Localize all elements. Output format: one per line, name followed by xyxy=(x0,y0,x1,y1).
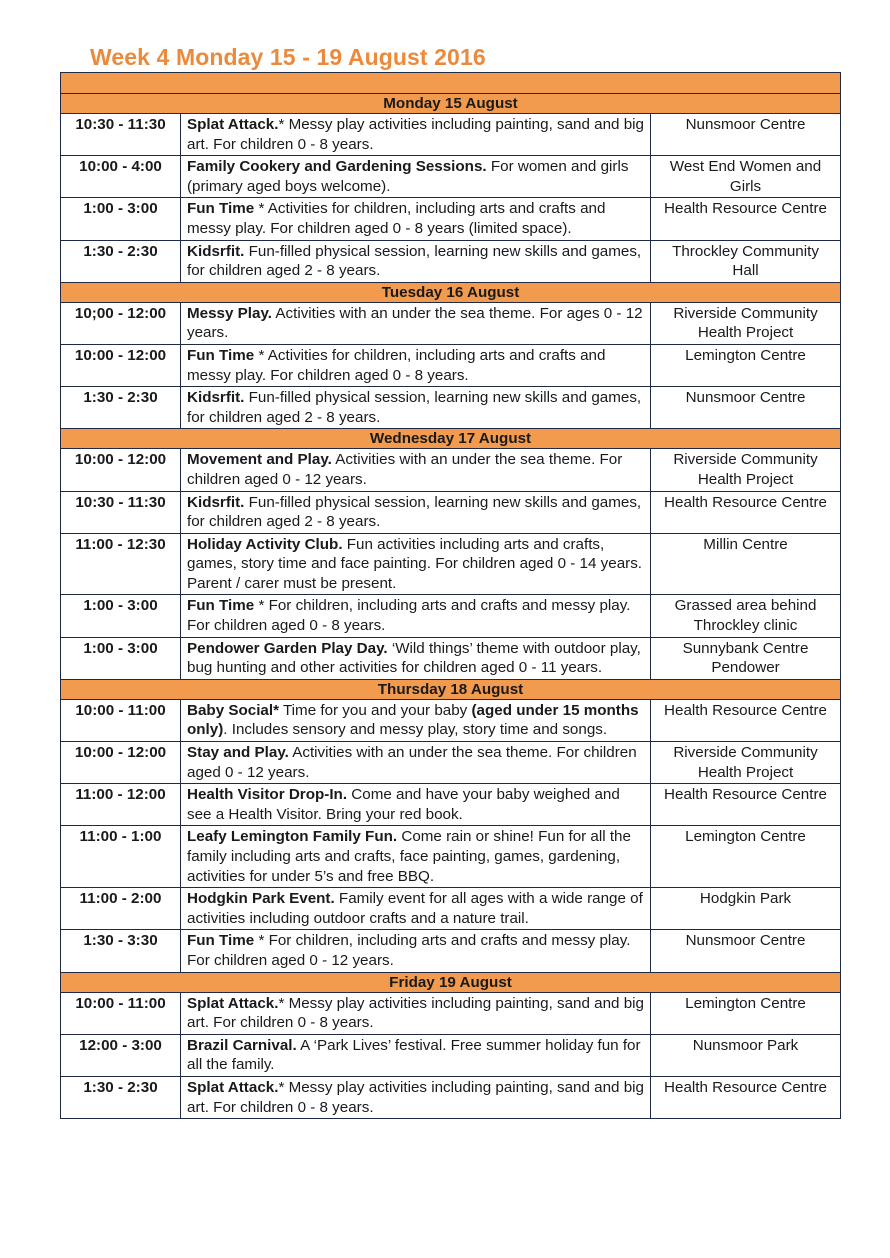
page-title: Week 4 Monday 15 - 19 August 2016 xyxy=(90,44,486,70)
event-venue: Riverside Community Health Project xyxy=(651,742,841,784)
event-name: Messy Play. xyxy=(187,304,272,322)
event-venue: West End Women and Girls xyxy=(651,156,841,198)
event-row xyxy=(61,930,841,972)
event-venue: Nunsmoor Centre xyxy=(651,387,841,429)
event-description xyxy=(181,930,651,972)
event-name: Fun Time xyxy=(187,932,255,950)
event-name: Health Visitor Drop-In. xyxy=(187,786,348,804)
event-description xyxy=(181,449,651,491)
event-venue: Lemington Centre xyxy=(651,344,841,386)
event-row xyxy=(61,888,841,930)
event-name: Splat Attack. xyxy=(187,994,279,1012)
event-venue: Riverside Community Health Project xyxy=(651,449,841,491)
event-description xyxy=(181,114,651,156)
event-time: 1:30 - 2:30 xyxy=(61,240,181,282)
event-venue: Nunsmoor Centre xyxy=(651,114,841,156)
event-name: Holiday Activity Club. xyxy=(187,535,343,553)
event-time: 1:30 - 3:30 xyxy=(61,930,181,972)
event-details: * Messy play activities including painting, sand and big art. For children 0 - 8 years. xyxy=(187,116,644,153)
schedule-table xyxy=(60,72,841,1119)
event-name: Splat Attack. xyxy=(187,116,279,133)
event-time: 10:00 - 12:00 xyxy=(61,449,181,491)
event-description xyxy=(181,888,651,930)
event-row xyxy=(61,533,841,595)
event-row xyxy=(61,387,841,429)
event-name: Movement and Play. xyxy=(187,451,332,469)
event-row xyxy=(61,826,841,888)
event-description xyxy=(181,240,651,282)
event-time: 11:00 - 1:00 xyxy=(61,826,181,888)
event-description xyxy=(181,1076,651,1118)
event-row xyxy=(61,1076,841,1118)
event-description xyxy=(181,992,651,1034)
day-header: Tuesday 16 August xyxy=(61,282,841,302)
event-details: Time for you and your baby xyxy=(279,701,472,719)
event-name: Brazil Carnival. xyxy=(187,1036,297,1054)
event-venue: Health Resource Centre xyxy=(651,1076,841,1118)
event-description xyxy=(181,742,651,784)
event-venue: Lemington Centre xyxy=(651,992,841,1034)
event-time: 10:00 - 11:00 xyxy=(61,699,181,741)
event-row xyxy=(61,198,841,240)
event-details: * Activities for children, including arts and crafts and messy play. For children aged 0 - 8 years (limited space). xyxy=(187,200,606,237)
event-venue: Health Resource Centre xyxy=(651,699,841,741)
event-name: Kidsrfit. xyxy=(187,242,245,260)
event-row xyxy=(61,302,841,344)
event-name: Stay and Play. xyxy=(187,744,289,762)
event-time: 10:00 - 11:00 xyxy=(61,992,181,1034)
event-row xyxy=(61,344,841,386)
event-venue: Grassed area behind Throckley clinic xyxy=(651,595,841,637)
event-description xyxy=(181,1034,651,1076)
event-details: Come and have your baby weighed and see a Health Visitor. Bring your red book. xyxy=(187,786,620,823)
event-name: Baby Social* xyxy=(187,701,280,719)
day-header-row xyxy=(61,972,841,992)
event-time: 10:30 - 11:30 xyxy=(61,114,181,156)
event-name: Fun Time xyxy=(187,346,255,364)
event-name: Splat Attack. xyxy=(187,1078,279,1096)
event-name: Pendower Garden Play Day. xyxy=(187,639,388,657)
day-header-row xyxy=(61,282,841,302)
event-details: Fun-filled physical session, learning new skills and games, for children aged 2 - 8 years. xyxy=(187,242,642,280)
event-time: 10;00 - 12:00 xyxy=(61,302,181,344)
event-row xyxy=(61,992,841,1034)
event-row xyxy=(61,637,841,679)
event-venue: Health Resource Centre xyxy=(651,491,841,533)
event-row xyxy=(61,595,841,637)
event-time: 1:30 - 2:30 xyxy=(61,387,181,429)
event-details: Fun activities including arts and crafts, games, story time and face painting. For children aged 0 - 14 years. Parent / carer must be present. xyxy=(187,535,643,592)
event-row xyxy=(61,699,841,741)
event-details-emphasis: (aged under 15 months only) xyxy=(187,701,639,739)
event-name: Family Cookery and Gardening Sessions. xyxy=(187,158,487,176)
event-time: 1:30 - 2:30 xyxy=(61,1076,181,1118)
day-header-row xyxy=(61,679,841,699)
event-row xyxy=(61,742,841,784)
event-details: * Messy play activities including painting, sand and big art. For children 0 - 8 years. xyxy=(187,1078,644,1116)
day-header-row xyxy=(61,429,841,449)
event-row xyxy=(61,240,841,282)
event-venue: Nunsmoor Park xyxy=(651,1034,841,1076)
event-row xyxy=(61,114,841,156)
event-details: * Activities for children, including arts and crafts and messy play. For children aged 0 - 8 years. xyxy=(187,346,606,384)
event-description xyxy=(181,156,651,198)
event-details: A ‘Park Lives’ festival. Free summer holiday fun for all the family. xyxy=(187,1036,641,1074)
day-header: Friday 19 August xyxy=(61,972,841,992)
event-time: 11:00 - 2:00 xyxy=(61,888,181,930)
event-description xyxy=(181,302,651,344)
event-name: Fun Time xyxy=(187,200,255,218)
event-description xyxy=(181,637,651,679)
event-details: Activities with an under the sea theme. For children aged 0 - 12 years. xyxy=(187,451,623,488)
event-details: * For children, including arts and crafts and messy play. For children aged 0 - 8 years. xyxy=(187,597,631,635)
event-description xyxy=(181,826,651,888)
event-details: Activities with an under the sea theme. For children aged 0 - 12 years. xyxy=(187,744,637,781)
event-details: For women and girls (primary aged boys welcome). xyxy=(187,158,629,195)
event-venue: Health Resource Centre xyxy=(651,198,841,240)
event-row xyxy=(61,784,841,826)
event-details: ‘Wild things’ theme with outdoor play, bug hunting and other activities for children aged 0 - 11 years. xyxy=(187,639,641,677)
event-time: 1:00 - 3:00 xyxy=(61,198,181,240)
header-bar xyxy=(61,73,841,94)
event-time: 11:00 - 12:00 xyxy=(61,784,181,826)
event-name: Leafy Lemington Family Fun. xyxy=(187,828,398,846)
event-description xyxy=(181,387,651,429)
event-details-more: . Includes sensory and messy play, story time and songs. xyxy=(223,721,608,739)
event-time: 1:00 - 3:00 xyxy=(61,637,181,679)
event-details: Fun-filled physical session, learning new skills and games, for children aged 2 - 8 years. xyxy=(187,493,642,531)
event-time: 12:00 - 3:00 xyxy=(61,1034,181,1076)
day-header: Monday 15 August xyxy=(61,94,841,114)
event-time: 10:30 - 11:30 xyxy=(61,491,181,533)
event-venue: Sunnybank Centre Pendower xyxy=(651,637,841,679)
day-header: Wednesday 17 August xyxy=(61,429,841,449)
event-description xyxy=(181,784,651,826)
event-details: * For children, including arts and crafts and messy play. For children aged 0 - 12 years. xyxy=(187,932,631,969)
event-description xyxy=(181,595,651,637)
event-row xyxy=(61,449,841,491)
event-description xyxy=(181,533,651,595)
event-name: Kidsrfit. xyxy=(187,493,245,511)
event-details: Family event for all ages with a wide range of activities including outdoor crafts and a nature trail. xyxy=(187,890,643,927)
event-details: Fun-filled physical session, learning new skills and games, for children aged 2 - 8 years. xyxy=(187,389,642,426)
event-name: Kidsrfit. xyxy=(187,389,245,407)
event-time: 10:00 - 4:00 xyxy=(61,156,181,198)
event-name: Hodgkin Park Event. xyxy=(187,890,335,908)
event-description xyxy=(181,198,651,240)
day-header-row xyxy=(61,94,841,114)
event-row xyxy=(61,1034,841,1076)
event-venue: Lemington Centre xyxy=(651,826,841,888)
event-description xyxy=(181,491,651,533)
day-header: Thursday 18 August xyxy=(61,679,841,699)
event-details: * Messy play activities including painting, sand and big art. For children 0 - 8 years. xyxy=(187,994,644,1032)
event-description xyxy=(181,344,651,386)
event-time: 10:00 - 12:00 xyxy=(61,742,181,784)
event-venue: Nunsmoor Centre xyxy=(651,930,841,972)
event-venue: Riverside Community Health Project xyxy=(651,302,841,344)
event-venue: Hodgkin Park xyxy=(651,888,841,930)
event-venue: Throckley Community Hall xyxy=(651,240,841,282)
event-row xyxy=(61,156,841,198)
event-details: Come rain or shine! Fun for all the family including arts and crafts, face painting, games, gardening, activities for under 5’s and free BBQ. xyxy=(187,828,631,885)
event-time: 10:00 - 12:00 xyxy=(61,344,181,386)
event-time: 11:00 - 12:30 xyxy=(61,533,181,595)
event-row xyxy=(61,491,841,533)
event-details: Activities with an under the sea theme. For ages 0 - 12 years. xyxy=(187,304,643,342)
event-description xyxy=(181,699,651,741)
event-name: Fun Time xyxy=(187,597,255,615)
event-time: 1:00 - 3:00 xyxy=(61,595,181,637)
event-venue: Millin Centre xyxy=(651,533,841,595)
event-venue: Health Resource Centre xyxy=(651,784,841,826)
